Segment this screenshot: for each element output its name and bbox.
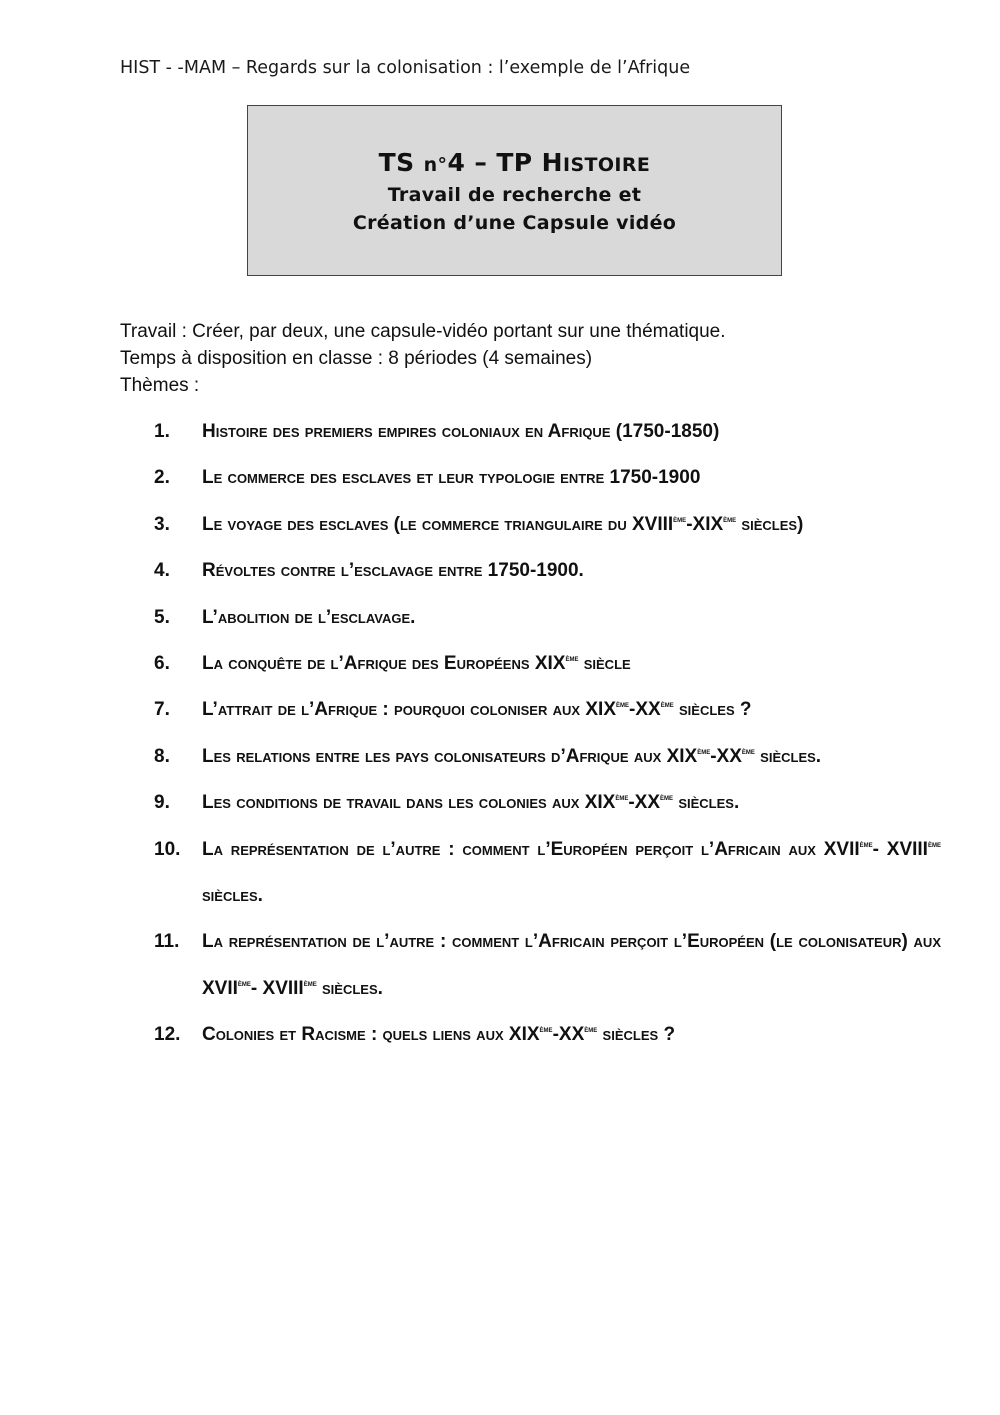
subtitle-line-2: Création d’une Capsule vidéo: [352, 212, 677, 234]
topic-text: [202, 641, 941, 687]
topic-text: [202, 919, 941, 1012]
document-header: HIST - -MAM – Regards sur la colonisation : l’exemple de l’Afrique: [120, 58, 691, 78]
themes-label: Thèmes :: [120, 375, 200, 396]
topic-text-part: siècles.: [316, 977, 383, 999]
topic-text: Révoltes contre l’esclavage entre 1750-1900.: [202, 560, 584, 582]
topic-text: Le commerce des esclaves et leur typologie entre 1750-1900: [202, 467, 701, 489]
topic-number: 11.: [154, 931, 180, 953]
subtitle-line-1: Travail de recherche et: [387, 184, 642, 206]
topic-item-8: [154, 734, 941, 780]
topic-item-12: [154, 1012, 941, 1058]
topic-text-part: -XX: [628, 792, 661, 814]
topic-number: 9.: [154, 792, 170, 814]
topic-item-5: [154, 595, 941, 641]
topic-number: 8.: [154, 745, 170, 767]
topic-text-part: siècles.: [202, 885, 263, 907]
topic-number: 12.: [154, 1024, 181, 1046]
topic-text-part: -XIX: [686, 513, 724, 535]
topic-item-9: [154, 780, 941, 826]
topic-text: [202, 734, 941, 780]
ordinal-suffix: ème: [660, 792, 674, 803]
ordinal-suffix: ème: [741, 745, 755, 756]
topic-item-1: [154, 409, 941, 455]
document-title: [248, 147, 781, 181]
topic-text-part: - XVIII: [250, 977, 304, 999]
topic-number: 3.: [154, 513, 170, 535]
topic-text: [202, 1012, 941, 1058]
topic-number: 4.: [154, 560, 170, 582]
title-part1: TS: [378, 148, 424, 177]
topic-text-part: siècles ?: [673, 699, 752, 721]
ordinal-suffix: ème: [927, 838, 941, 849]
ordinal-suffix: ème: [723, 513, 737, 524]
topic-text: [202, 687, 941, 733]
topic-number: 2.: [154, 467, 170, 489]
topic-text-part: Les relations entre les pays colonisateurs d’Afrique aux XIX: [202, 745, 698, 767]
ordinal-suffix: ème: [237, 977, 251, 988]
title-part2: n°: [423, 154, 448, 176]
topic-text-part: L’attrait de l’Afrique : pourquoi coloniser aux XIX: [202, 699, 616, 721]
ordinal-suffix: ème: [584, 1024, 598, 1035]
title-part3: 4 – TP H: [447, 148, 563, 177]
ordinal-suffix: ème: [565, 653, 579, 664]
ordinal-suffix: ème: [616, 699, 630, 710]
ordinal-suffix: ème: [539, 1024, 553, 1035]
topic-number: 5.: [154, 606, 170, 628]
topic-item-6: [154, 641, 941, 687]
ordinal-suffix: ème: [660, 699, 674, 710]
topic-text-part: La représentation de l’autre : comment l’Européen perçoit l’Africain aux XVII: [202, 838, 860, 860]
topic-number: 10.: [154, 838, 181, 860]
ordinal-suffix: ème: [303, 977, 317, 988]
topic-text-part: siècles): [736, 513, 804, 535]
topic-item-2: [154, 455, 941, 501]
ordinal-suffix: ème: [673, 513, 687, 524]
topic-text-part: Colonies et Racisme : quels liens aux XIX: [202, 1024, 540, 1046]
topic-text-part: siècles ?: [597, 1024, 676, 1046]
topic-text: [202, 827, 941, 920]
topics-list: [154, 409, 941, 1059]
topic-text-part: - XVIII: [872, 838, 928, 860]
time-available: Temps à disposition en classe : 8 périodes (4 semaines): [120, 348, 593, 369]
topic-text: L’abolition de l’esclavage.: [202, 606, 416, 628]
topic-item-3: [154, 502, 941, 548]
topic-text-part: -XX: [629, 699, 661, 721]
topic-item-7: [154, 687, 941, 733]
topic-number: 7.: [154, 699, 170, 721]
topic-item-4: [154, 548, 941, 594]
topic-text: [202, 780, 941, 826]
topic-item-11: [154, 919, 941, 1012]
topic-text-part: -XX: [710, 745, 742, 767]
topic-text-part: La conquête de l’Afrique des Européens XIX: [202, 653, 566, 675]
topic-text-part: siècle: [578, 653, 631, 675]
topic-number: 6.: [154, 653, 170, 675]
topic-item-10: [154, 827, 941, 920]
topic-number: 1.: [154, 421, 170, 442]
topic-text-part: Le voyage des esclaves (le commerce triangulaire du XVIII: [202, 513, 674, 535]
intro-block: [120, 318, 940, 399]
topic-text-part: siècles.: [673, 792, 740, 814]
title-box: [247, 105, 782, 276]
topic-text-part: La représentation de l’autre : comment l’Africain perçoit l’Européen (le colonisateur) aux XVII: [202, 931, 941, 999]
topic-text-part: siècles.: [754, 745, 822, 767]
ordinal-suffix: ème: [859, 838, 873, 849]
work-instruction: Travail : Créer, par deux, une capsule-vidéo portant sur une thématique.: [120, 321, 726, 342]
title-part4: ISTOIRE: [562, 154, 651, 176]
topic-text-part: Les conditions de travail dans les colonies aux XIX: [202, 792, 616, 814]
ordinal-suffix: ème: [615, 792, 629, 803]
topic-text: [202, 502, 941, 548]
topic-text-part: -XX: [552, 1024, 585, 1046]
topic-text: Histoire des premiers empires coloniaux en Afrique (1750-1850): [202, 421, 720, 442]
ordinal-suffix: ème: [697, 745, 711, 756]
